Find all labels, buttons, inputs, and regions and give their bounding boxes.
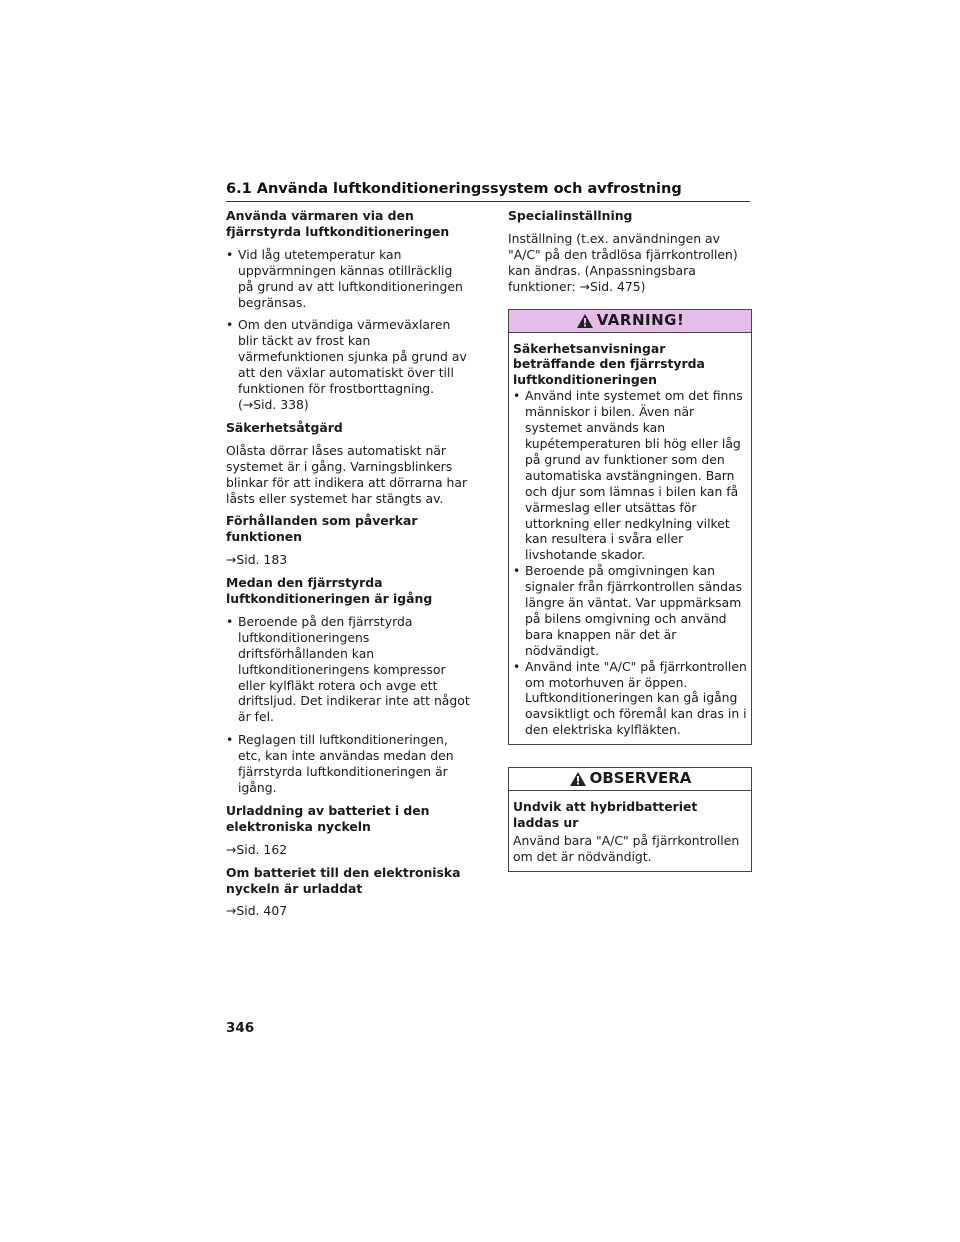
section-title: 6.1 Använda luftkonditioneringssystem och avfrostning bbox=[226, 181, 682, 197]
warning-body bbox=[509, 333, 751, 745]
right-column bbox=[508, 208, 752, 872]
heading-safety-measure: Säkerhetsåtgärd bbox=[226, 419, 343, 435]
warning-bar bbox=[509, 310, 751, 333]
list-item: • Reglagen till luftkonditioneringen, etc, kan inte användas medan den fjärrstyrda luftkonditioneringen är igång. bbox=[226, 732, 454, 795]
warning-heading: Säkerhetsanvisningar beträffande den fjärrstyrda luftkonditioneringen bbox=[513, 340, 705, 388]
list-item: • Använd inte systemet om det finns människor i bilen. Även när systemet används kan kupétemperaturen bli hög eller låg på grund av funktioner som den automatiska avstängningen. Barn och djur som lämnas i bilen kan få värmeslag eller utsättas för uttorkning eller nedkylning vilket kan resultera i svåra eller livshotande skador. bbox=[513, 388, 743, 563]
page-reference-link[interactable]: →Sid. 407 bbox=[226, 903, 288, 919]
notice-text: Använd bara "A/C" på fjärrkontrollen om det är nödvändigt. bbox=[513, 833, 740, 864]
left-column bbox=[226, 208, 470, 926]
list-item: • Beroende på omgivningen kan signaler från fjärrkontrollen sändas längre än väntat. Var uppmärksam på bilens omgivning och använd bara knappen när det är nödvändigt. bbox=[513, 563, 743, 658]
caution-triangle-icon bbox=[569, 771, 587, 787]
heading-conditions: Förhållanden som påverkar funktionen bbox=[226, 513, 418, 545]
heading-key-battery-discharge: Urladdning av batteriet i den elektroniska nyckeln bbox=[226, 802, 430, 834]
page-reference-link[interactable]: →Sid. 162 bbox=[226, 841, 288, 857]
warning-box bbox=[508, 309, 752, 746]
page-reference-link[interactable]: →Sid. 183 bbox=[226, 552, 288, 568]
warning-triangle-icon bbox=[576, 313, 594, 329]
list-item: • Beroende på den fjärrstyrda luftkonditioneringens driftsförhållanden kan luftkonditioneringens kompressor eller kylfläkt rotera och avge ett driftsljud. Det indikerar inte att något är fel. bbox=[226, 613, 470, 725]
heading-special-setting: Specialinställning bbox=[508, 208, 633, 223]
notice-body bbox=[509, 791, 751, 871]
list-item: • Om den utvändiga värmeväxlaren blir täckt av frost kan värmefunktionen sjunka på grund av att den växlar automatiskt över till funktionen för frostborttagning. (→Sid. 338) bbox=[226, 317, 467, 412]
notice-label: OBSERVERA bbox=[589, 769, 692, 788]
list-item: • Använd inte "A/C" på fjärrkontrollen om motorhuven är öppen. Luftkonditioneringen kan gå igång oavsiktligt och föremål kan dras in i den elektriska kylfläkten. bbox=[513, 658, 747, 738]
heading-remote-heater: Använda värmaren via den fjärrstyrda luftkonditioneringen bbox=[226, 208, 450, 239]
heading-key-battery-empty: Om batteriet till den elektroniska nyckeln är urladdat bbox=[226, 864, 461, 896]
heading-while-running: Medan den fjärrstyrda luftkonditioneringen är igång bbox=[226, 575, 433, 607]
notice-box bbox=[508, 767, 752, 872]
page-number: 346 bbox=[226, 1020, 255, 1036]
warning-label: VARNING! bbox=[596, 310, 685, 329]
list-item: • Vid låg utetemperatur kan uppvärmningen kännas otillräcklig på grund av att luftkonditioneringen begränsas. bbox=[226, 246, 463, 310]
paragraph-special-setting: Inställning (t.ex. användningen av "A/C" på den trådlösa fjärrkontrollen) kan ändras. (Anpassningsbara funktioner: →Sid. 475) bbox=[508, 230, 738, 294]
notice-heading: Undvik att hybridbatteriet laddas ur bbox=[513, 799, 698, 831]
page-header bbox=[226, 178, 750, 202]
paragraph-safety-measure: Olåsta dörrar låses automatiskt när systemet är i gång. Varningsblinkers blinkar för att indikera att dörrarna har låsts eller systemet har stängts av. bbox=[226, 442, 468, 506]
notice-bar bbox=[509, 768, 751, 791]
